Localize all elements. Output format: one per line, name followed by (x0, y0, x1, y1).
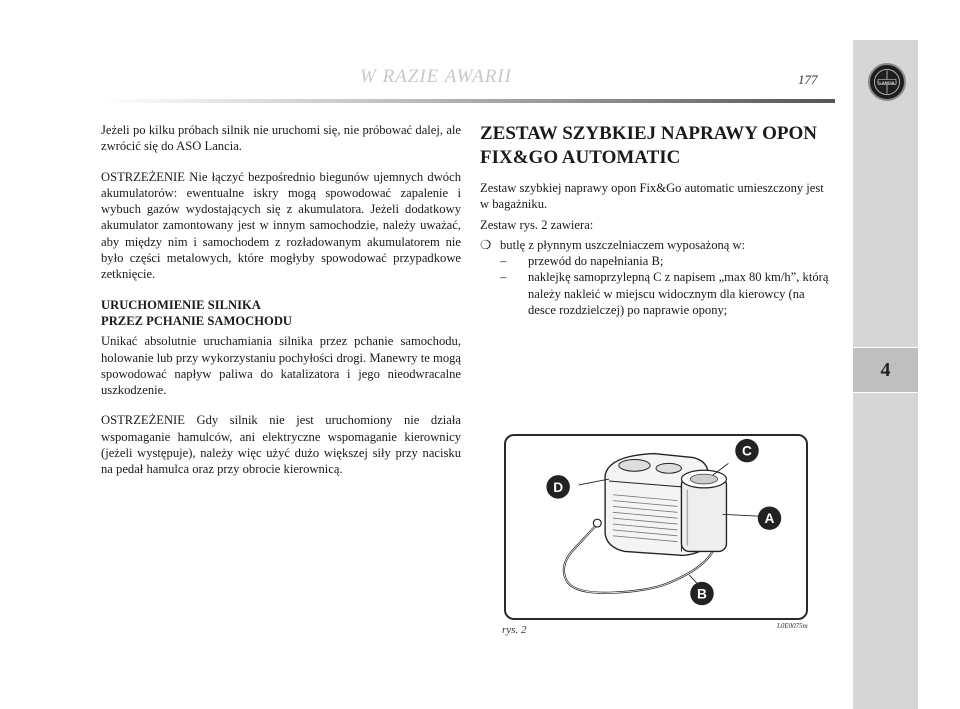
sub-item-text: przewód do napełniania B; (528, 254, 664, 269)
paragraph-push-start: Unikać absolutnie uruchamiania silnika przez pchanie samochodu, holowanie lub przy wykorzystaniu pochyłości drogi. Manewry te mogą spowodować napływ paliwa do katalizatora i jego nieodwracalne uszkodzenie. (101, 334, 461, 398)
compressor-illustration (506, 436, 806, 618)
figure-caption: rys. 2 (502, 624, 527, 636)
label-d-text: D (553, 479, 564, 495)
dash-icon: – (500, 270, 507, 285)
bullet-text: butlę z płynnym uszczelniaczem wyposażoną w: (500, 237, 746, 252)
sub-list-item (500, 253, 835, 269)
sub-item-text: naklejkę samoprzylepną C z napisem „max 80 km/h”, którą należy nakleić w miejscu widocznym dla kierowcy (na desce rozdzielczej) po naprawie opony; (528, 270, 829, 318)
label-c (735, 439, 758, 462)
label-a (758, 506, 781, 529)
heading-line-2: PRZEZ PCHANIE SAMOCHODU (101, 313, 293, 328)
page-header-title: W RAZIE AWARII (360, 66, 512, 87)
list-item (480, 237, 835, 318)
paragraph-retry: Jeżeli po kilku próbach silnik nie uruchomi się, nie próbować dalej, ale zwrócić się do ASO Lancia. (101, 123, 461, 154)
left-column (101, 122, 461, 492)
paragraph-warning-batteries: OSTRZEŻENIE Nie łączyć bezpośrednio biegunów ujemnych dwóch akumulatorów: ewentualne iskry mogą spowodować zapalenie i wybuch gazów wydostających się z akumulatora. Jeżeli dodatkowy akumulator zamontowany jest w innym samochodzie, należy uważać, aby między nim i samochodem z rozładowanym akumulatorem nie było części metalowych, które mogłyby spowodować przypadkowe zetknięcie. (101, 169, 461, 282)
paragraph-kit-location: Zestaw szybkiej naprawy opon Fix&Go automatic umieszczony jest w bagażniku. (480, 181, 824, 212)
section-heading-fixgo: ZESTAW SZYBKIEJ NAPRAWY OPON FIX&GO AUTOMATIC (480, 123, 817, 168)
chapter-number: 4 (880, 359, 891, 381)
paragraph-warning-brakes: OSTRZEŻENIE Gdy silnik nie jest uruchomiony nie działa wspomaganie hamulców, ani elektryczne wspomaganie kierownicy (jeżeli występuje), należy więc użyć dużo większej siły przy nacisku na pedał hamulca oraz przy obrocie kierownicą. (101, 413, 461, 477)
figure-compressor-kit (504, 434, 808, 620)
bullet-icon: ❍ (480, 237, 492, 252)
sub-list (500, 253, 835, 318)
label-c-text: C (742, 443, 752, 459)
sub-list-item (500, 269, 835, 318)
right-column (480, 122, 835, 318)
label-a-text: A (764, 511, 775, 527)
dash-icon: – (500, 254, 507, 269)
lancia-logo (868, 63, 906, 101)
label-b (690, 582, 713, 605)
figure-code: L0E0075m (777, 622, 808, 630)
chapter-tab[interactable] (853, 347, 918, 393)
header-rule (100, 99, 835, 103)
paragraph-kit-contents: Zestaw rys. 2 zawiera: (480, 217, 594, 232)
label-b-text: B (697, 586, 707, 602)
label-d (546, 475, 569, 498)
heading-line-1: URUCHOMIENIE SILNIKA (101, 297, 261, 312)
page-number: 177 (798, 72, 818, 87)
section-heading-push-start (101, 297, 461, 330)
logo-text: LANCIA (879, 79, 895, 85)
